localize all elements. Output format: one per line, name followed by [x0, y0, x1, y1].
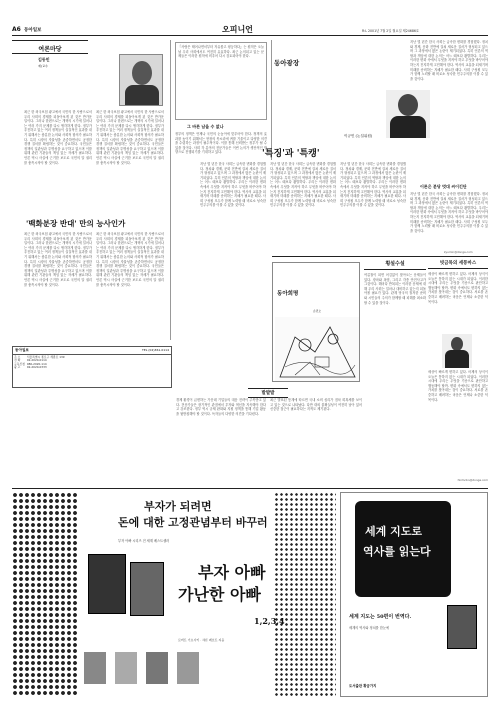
- gwangjang-body-a: 지난 몇 년간 한국 사회는 급속한 변화를 경험했다. 정치와 경제, 문화 전반에 걸쳐 새로운 질서가 형성되고 있으며 그 과정에서 많은 논란이 제기되었다. 특히 언론의 역할과 책임에 대한 논의는 어느 때보다 활발하다. 우리는 이러한 변화 속에서 무엇을 지켜야 하고 무엇을 바꾸어야 하는지 진지하게 고민해야 한다. 역사의 교훈을 되새기며 미래를 준비하는 지혜가 필요한 때다. 사회 구성원 모두가 함께 노력할 때 비로소 성숙한 민주주의를 이룰 수 있을 것이다.: [200, 162, 266, 208]
- book-cover-2: [130, 562, 164, 616]
- dongagwangjang-label: 동아광장: [274, 59, 300, 67]
- bottom-mid-body-a: 경제 환경이 급변하는 가운데 기업들의 대응 전략이 주목받고 있다. 전문가들은 장기적인 관점에서 투자와 혁신을 지속해야 한다고 강조한다. 정부 역시 규제 완화와 지원 정책을 통해 기업 활동을 뒷받침해야 할 것이다. 독자들의 다양한 의견을 기다린다.: [176, 398, 266, 416]
- bottom-mid-kicker: 발발발: [248, 388, 288, 398]
- divider-2: [271, 40, 272, 160]
- left-author-photo: [119, 54, 163, 106]
- book-credit: 로버트 기요사키 · 샤론 레흐트 지음: [178, 638, 225, 642]
- gwangjang-body-c: 지난 몇 년간 한국 사회는 급속한 변화를 경험했다. 정치와 경제, 문화 전반에 걸쳐 새로운 질서가 형성되고 있으며 그 과정에서 많은 논란이 제기되었다. 특히 언론의 역할과 책임에 대한 논의는 어느 때보다 활발하다. 우리는 이러한 변화 속에서 무엇을 지켜야 하고 무엇을 바꾸어야 하는지 진지하게 고민해야 한다. 역사의 교훈을 되새기며 미래를 준비하는 지혜가 필요한 때다. 사회 구성원 모두가 함께 노력할 때 비로소 성숙한 민주주의를 이룰 수 있을 것이다.: [340, 162, 406, 208]
- gwangjang-side-headline: 이론은 분당 멋대 씨이긴단: [420, 184, 467, 189]
- map-ad: [340, 492, 488, 697]
- book-title-2: 가난한 아빠: [178, 585, 261, 604]
- left-column: [12, 40, 168, 340]
- mid-right-body: 여름철이 되면 어김없이 찾아오는 문제들이 있다. 장마와 폭염, 그리고 각종 안전사고가 그것이다. 해마다 반복되는 이러한 문제에 대해 우리 사회는 얼마나 대비하고 있는지 되돌아볼 필요가 있다. 관계 당국의 철저한 준비와 시민들의 주의가 함께할 때 피해를 최소화할 수 있을 것이다.: [364, 273, 426, 305]
- left-headline: '백화분장 반대' 만의 능사인가: [26, 219, 126, 228]
- columnist-name: 이규민 (논설위원): [344, 134, 373, 138]
- book-title-1: 부자 아빠: [198, 563, 266, 582]
- left-body-bottom-a: 최근 한 외국보험 광고에서 국민의 한 사람으로서 우리 사회의 경제를 되돌아보게 된 것은 반가운 일이다. 그러나 한편으로는 개혁의 시기에 일어나는 여러 가지 문제를 다시 생각하게 한다. 정부가 추진하고 있는 여러 정책들이 실질적인 효과를 내기 위해서는 충분한 논의와 사회적 합의가 필요하다. 특히 시장의 자율성을 존중하면서도 공정한 경쟁 질서를 확립하는 것이 중요하다. 국민들은 정책의 일관성과 투명성을 요구하고 있으며 이를 위해 관련 기관들의 책임 있는 자세가 필요하다. 언론 역시 사실에 근거한 보도로 국민의 알 권리를 충족시켜야 할 것이다.: [24, 232, 92, 287]
- info-title: 동아일보: [15, 348, 29, 352]
- map-ad-book: [447, 605, 477, 649]
- mid-right-kicker: 횡설수설: [364, 260, 426, 270]
- map-ad-cover: [355, 501, 451, 597]
- mid-right-column: [364, 260, 426, 480]
- left-kicker-box: [12, 40, 88, 54]
- map-ad-publisher: 도서출판 황금가지: [349, 684, 377, 688]
- center-subhead: 그 바른 남을 수 없나: [187, 124, 224, 129]
- info-table: [12, 346, 172, 388]
- table-row: 주 소 서울특별시 종로구 세종로 139: [14, 355, 65, 359]
- cartoon-drawing: [275, 317, 359, 381]
- ad-halftone-left: [12, 492, 78, 697]
- ad-headline-1: 부자가 되려면: [144, 500, 212, 513]
- far-right-body-a: 세상이 빠르게 변하고 있다. 어제의 상식이 오늘은 통하지 않는 시대가 되었다. 이러한 시대에 우리는 무엇을 기준으로 판단하고 행동해야 할까. 변화 속에서도 변하지 않는 가치를 찾아내는 것이 중요하다. 서로를 존중하고 배려하는 마음은 언제나 소중한 덕목이다.: [428, 272, 488, 304]
- far-right-column: [428, 260, 488, 480]
- ad-headline-2: 돈에 대한 고정관념부터 바꾸러: [118, 516, 268, 529]
- table-row: 구독신청 080-2020-114: [14, 361, 47, 366]
- header-rule: [12, 35, 488, 36]
- far-right-signature: hkimcbn@donga.com: [457, 478, 488, 482]
- mid-rule: [272, 256, 488, 257]
- left-body-top-a: 최근 한 외국보험 광고에서 국민의 한 사람으로서 우리 사회의 경제를 되돌아보게 된 것은 반가운 일이다. 그러나 한편으로는 개혁의 시기에 일어나는 여러 가지 문제를 다시 생각하게 한다. 정부가 추진하고 있는 여러 정책들이 실질적인 효과를 내기 위해서는 충분한 논의와 사회적 합의가 필요하다. 특히 시장의 자율성을 존중하면서도 공정한 경쟁 질서를 확립하는 것이 중요하다. 국민들은 정책의 일관성과 투명성을 요구하고 있으며 이를 위해 관련 기관들의 책임 있는 자세가 필요하다. 언론 역시 사실에 근거한 보도로 국민의 알 권리를 충족시켜야 할 것이다.: [24, 110, 92, 165]
- info-phone: TEL (02)361-0114: [142, 348, 169, 352]
- center-box-text: 『사람은 태어나면서부터 자유롭고 평등하다』는 원칙은 오늘날 우리 사회에서도 여전히 유효하다. 최근 논의되고 있는 문제들은 이러한 원칙에 비추어 다시 검토되어야 한다.: [175, 42, 267, 120]
- book-series: 1,2,3,4: [254, 616, 285, 626]
- ad-subline: 부자 아빠 시리즈 전 세계 베스트셀러: [118, 539, 170, 543]
- info-rows: [13, 356, 66, 370]
- left-author-title: 예)교수: [38, 64, 48, 68]
- far-right-kicker: 빗금목의 세풍마스: [428, 260, 488, 269]
- gwangjang-body-b: 지난 몇 년간 한국 사회는 급속한 변화를 경험했다. 정치와 경제, 문화 전반에 걸쳐 새로운 질서가 형성되고 있으며 그 과정에서 많은 논란이 제기되었다. 특히 언론의 역할과 책임에 대한 논의는 어느 때보다 활발하다. 우리는 이러한 변화 속에서 무엇을 지켜야 하고 무엇을 바꾸어야 하는지 진지하게 고민해야 한다. 역사의 교훈을 되새기며 미래를 준비하는 지혜가 필요한 때다. 사회 구성원 모두가 함께 노력할 때 비로소 성숙한 민주주의를 이룰 수 있을 것이다.: [270, 162, 336, 208]
- divider-1: [170, 40, 171, 340]
- cartoon-frame: [272, 262, 360, 382]
- left-kicker: 여론마당: [38, 46, 62, 53]
- left-author-name: 김동민: [38, 57, 50, 62]
- date-line: R:L 2001년 7월 2일 월요일 제24686호: [362, 29, 419, 33]
- gwangjang-signature: kyumin@donga.com: [444, 250, 473, 254]
- left-body-top-b: 최근 한 외국보험 광고에서 국민의 한 사람으로서 우리 사회의 경제를 되돌아보게 된 것은 반가운 일이다. 그러나 한편으로는 개혁의 시기에 일어나는 여러 가지 문제를 다시 생각하게 한다. 정부가 추진하고 있는 여러 정책들이 실질적인 효과를 내기 위해서는 충분한 논의와 사회적 합의가 필요하다. 특히 시장의 자율성을 존중하면서도 공정한 경쟁 질서를 확립하는 것이 중요하다. 국민들은 정책의 일관성과 투명성을 요구하고 있으며 이를 위해 관련 기관들의 책임 있는 자세가 필요하다. 언론 역시 사실에 근거한 보도로 국민의 알 권리를 충족시켜야 할 것이다.: [96, 110, 164, 165]
- map-ad-title-1: 세계 지도로: [365, 525, 422, 538]
- book-ad: [78, 492, 336, 697]
- bottom-mid: [176, 388, 362, 480]
- book-thumbs: [84, 652, 264, 692]
- left-body-bottom-b: 최근 한 외국보험 광고에서 국민의 한 사람으로서 우리 사회의 경제를 되돌아보게 된 것은 반가운 일이다. 그러나 한편으로는 개혁의 시기에 일어나는 여러 가지 문제를 다시 생각하게 한다. 정부가 추진하고 있는 여러 정책들이 실질적인 효과를 내기 위해서는 충분한 논의와 사회적 합의가 필요하다. 특히 시장의 자율성을 존중하면서도 공정한 경쟁 질서를 확립하는 것이 중요하다. 국민들은 정책의 일관성과 투명성을 요구하고 있으며 이를 위해 관련 기관들의 책임 있는 자세가 필요하다. 언론 역시 사실에 근거한 보도로 국민의 알 권리를 충족시켜야 할 것이다.: [96, 232, 164, 287]
- bottom-mid-body-b: 최근 발표된 통계에 따르면 국내 소비 심리가 점차 회복세를 보이고 있는 것으로 나타났다. 다만 대외 불확실성이 여전히 남아 있어 신중한 접근이 필요하다는 지적도 제기된다.: [270, 398, 362, 412]
- table-row: 전 화 02-2020-0114: [14, 358, 47, 363]
- map-ad-sub: 세계의 역사와 정치를 한눈에: [349, 626, 389, 630]
- gwangjang-body-d: 지난 몇 년간 한국 사회는 급속한 변화를 경험했다. 정치와 경제, 문화 전반에 걸쳐 새로운 질서가 형성되고 있으며 그 과정에서 많은 논란이 제기되었다. 특히 언론의 역할과 책임에 대한 논의는 어느 때보다 활발하다. 우리는 이러한 변화 속에서 무엇을 지켜야 하고 무엇을 바꾸어야 하는지 진지하게 고민해야 한다. 역사의 교훈을 되새기며 미래를 준비하는 지혜가 필요한 때다. 사회 구성원 모두가 함께 노력할 때 비로소 성숙한 민주주의를 이룰 수 있을 것이다.: [410, 40, 488, 81]
- paper-name: 동아일보: [24, 28, 42, 33]
- page-number: A6: [12, 26, 21, 33]
- ad-halftone-right: [274, 492, 336, 697]
- far-right-photo: [442, 334, 472, 368]
- center-body: 정부의 정책은 언제나 국민의 눈높이에 맞추어야 한다. 정책의 효과를 높이기 위해서는 현장의 목소리에 귀를 기울이고 다양한 의견을 수렴하는 과정이 필수적이다. 이를 통해 신뢰받는 정부가 될 수 있을 것이다. 사회 각 분야의 전문가들은 이번 논의가 생산적인 방향으로 진행되기를 기대하고 있다.: [175, 132, 267, 155]
- cartoon-label: 동아희명: [277, 291, 299, 297]
- gwangjang-body-e: 지난 몇 년간 한국 사회는 급속한 변화를 경험했다. 정치와 경제, 문화 전반에 걸쳐 새로운 질서가 형성되고 있으며 그 과정에서 많은 논란이 제기되었다. 특히 언론의 역할과 책임에 대한 논의는 어느 때보다 활발하다. 우리는 이러한 변화 속에서 무엇을 지켜야 하고 무엇을 바꾸어야 하는지 진지하게 고민해야 한다. 역사의 교훈을 되새기며 미래를 준비하는 지혜가 필요한 때다. 사회 구성원 모두가 함께 노력할 때 비로소 성숙한 민주주의를 이룰 수 있을 것이다.: [410, 192, 488, 233]
- table-row: 광 고 02-2020-0333: [14, 365, 47, 370]
- far-right-body-b: 세상이 빠르게 변하고 있다. 어제의 상식이 오늘은 통하지 않는 시대가 되었다. 이러한 시대에 우리는 무엇을 기준으로 판단하고 행동해야 할까. 변화 속에서도 변하지 않는 가치를 찾아내는 것이 중요하다. 서로를 존중하고 배려하는 마음은 언제나 소중한 덕목이다.: [428, 370, 488, 402]
- ad-rule: [12, 488, 488, 489]
- section-title: 오피니언: [222, 24, 253, 34]
- cartoon-artist: 손민오: [313, 309, 322, 313]
- map-ad-title-2: 역사를 읽는다: [363, 545, 431, 558]
- map-ad-tagline: 세계 지도는 50편이 번역다.: [349, 614, 412, 620]
- book-cover-1: [88, 554, 126, 614]
- dongagwangjang-headline: '특징'과 '특캥': [262, 149, 320, 159]
